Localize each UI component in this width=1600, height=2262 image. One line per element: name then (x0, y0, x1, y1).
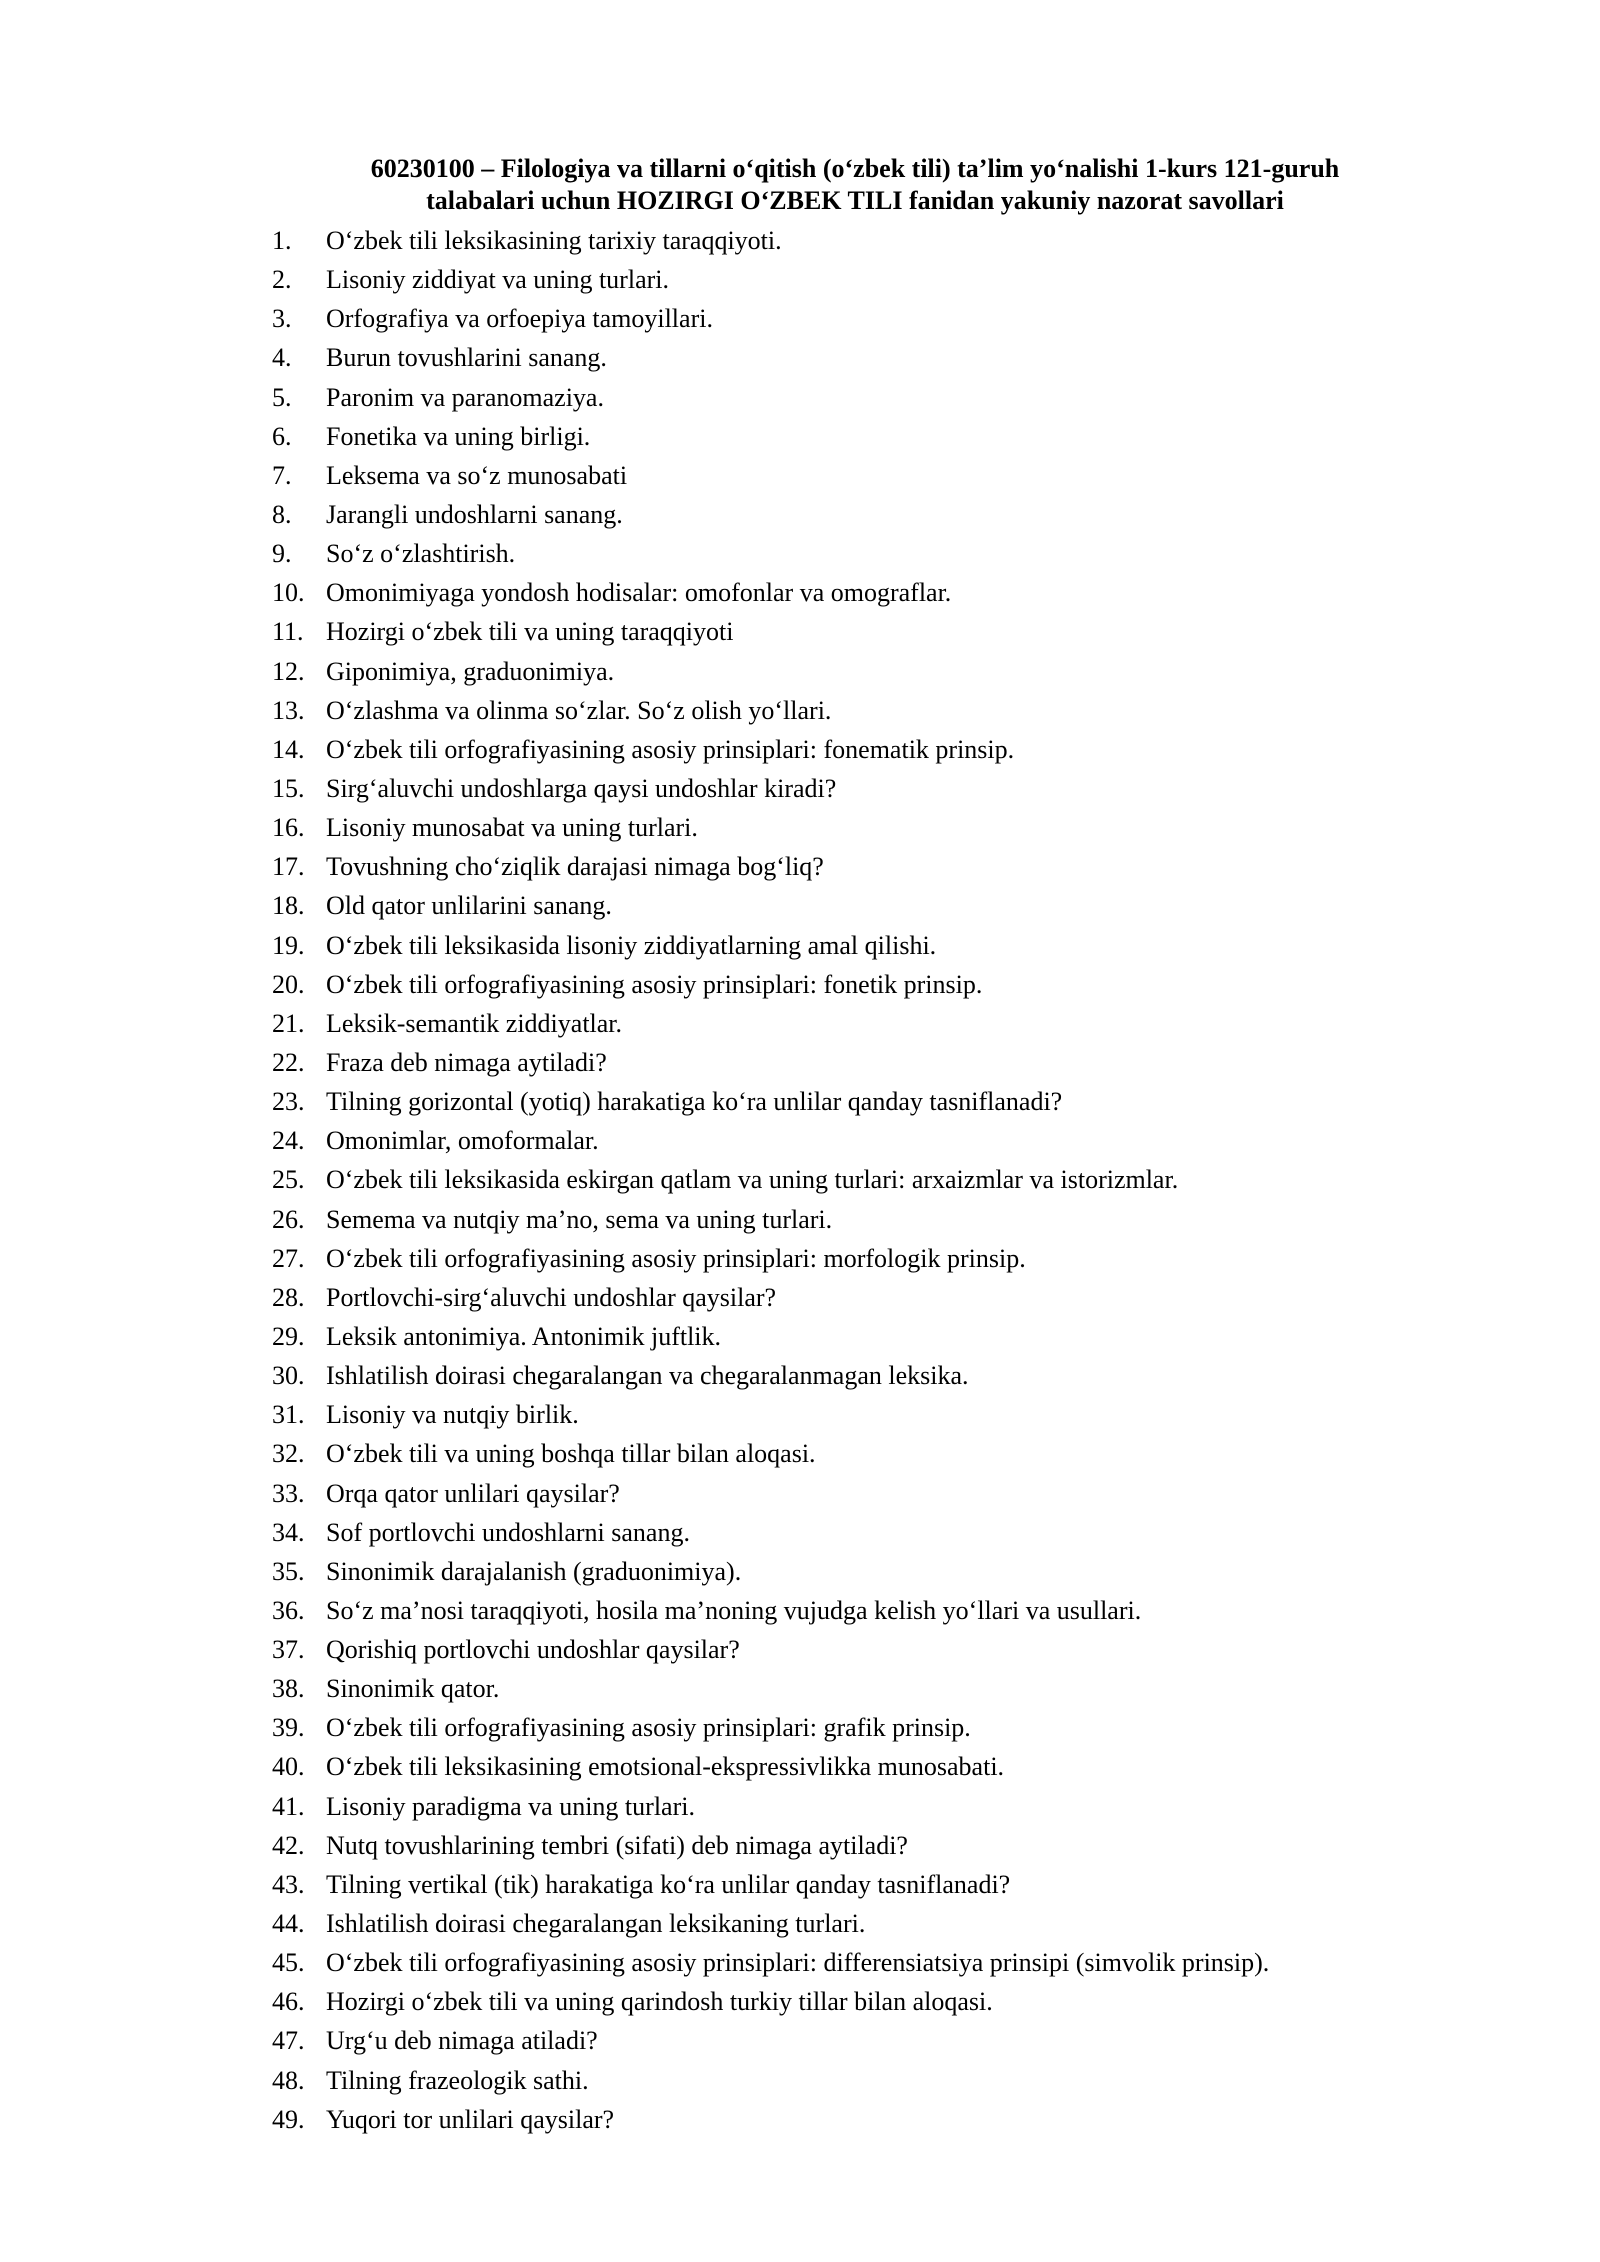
question-item (272, 338, 1512, 377)
question-number: 17. (272, 852, 305, 882)
question-item (272, 691, 1512, 730)
question-number: 11. (272, 617, 304, 647)
question-text: So‘z ma’nosi taraqqiyoti, hosila ma’noning vujudga kelish yo‘llari va usullari. (326, 1595, 1142, 1625)
question-number: 29. (272, 1321, 305, 1351)
question-text: Nutq tovushlarining tembri (sifati) deb nimaga aytiladi? (326, 1830, 908, 1860)
question-text: Hozirgi o‘zbek tili va uning taraqqiyoti (326, 617, 734, 647)
question-item (272, 1004, 1512, 1043)
question-text: Tilning gorizontal (yotiq) harakatiga ko‘ra unlilar qanday tasniflanadi? (326, 1087, 1063, 1117)
question-number: 18. (272, 891, 305, 921)
question-text: Urg‘u deb nimaga atiladi? (326, 2026, 598, 2056)
question-number: 44. (272, 1909, 305, 1939)
question-number: 47. (272, 2026, 305, 2056)
question-number: 25. (272, 1165, 305, 1195)
question-item (272, 1278, 1512, 1317)
question-text: Tilning vertikal (tik) harakatiga ko‘ra unlilar qanday tasniflanadi? (326, 1869, 1011, 1899)
question-item (272, 378, 1512, 417)
question-number: 38. (272, 1674, 305, 1704)
question-number: 39. (272, 1713, 305, 1743)
question-text: Sinonimik darajalanish (graduonimiya). (326, 1556, 742, 1586)
question-text: Sof portlovchi undoshlarni sanang. (326, 1517, 690, 1547)
question-text: Tovushning cho‘ziqlik darajasi nimaga bog‘liq? (326, 852, 824, 882)
question-item (272, 808, 1512, 847)
question-item (272, 1669, 1512, 1708)
question-text: Portlovchi-sirg‘aluvchi undoshlar qaysilar? (326, 1282, 777, 1312)
question-number: 33. (272, 1478, 305, 1508)
question-text: O‘zbek tili orfografiyasining asosiy prinsiplari: differensiatsiya prinsipi (simvolik prinsip). (326, 1948, 1270, 1978)
question-text: Paronim va paranomaziya. (326, 382, 604, 412)
question-text: Fraza deb nimaga aytiladi? (326, 1047, 607, 1077)
question-number: 35. (272, 1556, 305, 1586)
question-number: 42. (272, 1830, 305, 1860)
question-item (272, 965, 1512, 1004)
question-item (272, 2021, 1512, 2060)
question-number: 7. (272, 460, 292, 490)
question-text: Ishlatilish doirasi chegaralangan leksikaning turlari. (326, 1909, 866, 1939)
question-number: 19. (272, 930, 305, 960)
question-text: O‘zbek tili orfografiyasining asosiy prinsiplari: morfologik prinsip. (326, 1243, 1026, 1273)
question-number: 36. (272, 1595, 305, 1625)
question-text: O‘zbek tili orfografiyasining asosiy prinsiplari: grafik prinsip. (326, 1713, 971, 1743)
question-text: Omonimlar, omoformalar. (326, 1126, 599, 1156)
question-text: Hozirgi o‘zbek tili va uning qarindosh turkiy tillar bilan aloqasi. (326, 1987, 993, 2017)
question-item (272, 1826, 1512, 1865)
question-number: 34. (272, 1517, 305, 1547)
question-number: 9. (272, 539, 292, 569)
question-number: 16. (272, 813, 305, 843)
question-text: Burun tovushlarini sanang. (326, 343, 607, 373)
question-number: 46. (272, 1987, 305, 2017)
question-item (272, 1043, 1512, 1082)
question-number: 32. (272, 1439, 305, 1469)
question-item (272, 1747, 1512, 1786)
title-line-1: 60230100 – Filologiya va tillarni o‘qitish (o‘zbek tili) ta’lim yo‘nalishi 1-kurs 121-guruh (370, 154, 1340, 183)
question-text: Jarangli undoshlarni sanang. (326, 499, 623, 529)
question-text: So‘z o‘zlashtirish. (326, 539, 516, 569)
question-item (272, 1552, 1512, 1591)
question-number: 28. (272, 1282, 305, 1312)
question-number: 31. (272, 1400, 305, 1430)
question-text: O‘zbek tili orfografiyasining asosiy prinsiplari: fonematik prinsip. (326, 734, 1015, 764)
question-number: 20. (272, 969, 305, 999)
question-text: Semema va nutqiy ma’no, sema va uning turlari. (326, 1204, 833, 1234)
question-number: 40. (272, 1752, 305, 1782)
question-item (272, 1865, 1512, 1904)
question-item (272, 926, 1512, 965)
question-number: 13. (272, 695, 305, 725)
question-number: 21. (272, 1008, 305, 1038)
question-item (272, 573, 1512, 612)
question-text: O‘zbek tili leksikasining emotsional-ekspressivlikka munosabati. (326, 1752, 1005, 1782)
question-number: 37. (272, 1635, 305, 1665)
question-number: 43. (272, 1869, 305, 1899)
question-text: Lisoniy va nutqiy birlik. (326, 1400, 579, 1430)
question-item (272, 1982, 1512, 2021)
question-number: 10. (272, 578, 305, 608)
question-number: 22. (272, 1047, 305, 1077)
question-item (272, 260, 1512, 299)
question-text: Giponimiya, graduonimiya. (326, 656, 615, 686)
question-number: 45. (272, 1948, 305, 1978)
question-item (272, 1239, 1512, 1278)
question-number: 5. (272, 382, 292, 412)
question-item (272, 1395, 1512, 1434)
question-number: 12. (272, 656, 305, 686)
question-text: Lisoniy munosabat va uning turlari. (326, 813, 698, 843)
question-item (272, 769, 1512, 808)
question-number: 6. (272, 421, 292, 451)
question-text: Leksik antonimiya. Antonimik juftlik. (326, 1321, 722, 1351)
title-line-2: talabalari uchun HOZIRGI O‘ZBEK TILI fanidan yakuniy nazorat savollari (426, 186, 1284, 215)
question-item (272, 534, 1512, 573)
question-list (272, 221, 1512, 2139)
question-number: 49. (272, 2104, 305, 2134)
question-item (272, 1904, 1512, 1943)
question-number: 27. (272, 1243, 305, 1273)
document-title (255, 153, 1455, 217)
question-text: Yuqori tor unlilari qaysilar? (326, 2104, 615, 2134)
question-text: Omonimiyaga yondosh hodisalar: omofonlar va omograflar. (326, 578, 952, 608)
question-item (272, 1356, 1512, 1395)
question-item (272, 495, 1512, 534)
question-number: 1. (272, 226, 292, 255)
question-number: 14. (272, 734, 305, 764)
question-item (272, 1630, 1512, 1669)
question-number: 2. (272, 265, 292, 295)
question-item (272, 1082, 1512, 1121)
question-item (272, 1474, 1512, 1513)
question-number: 41. (272, 1791, 305, 1821)
question-text: Old qator unlilarini sanang. (326, 891, 612, 921)
question-item (272, 1434, 1512, 1473)
question-text: Orfografiya va orfoepiya tamoyillari. (326, 304, 713, 334)
question-item (272, 417, 1512, 456)
question-item (272, 886, 1512, 925)
question-number: 8. (272, 499, 292, 529)
question-number: 24. (272, 1126, 305, 1156)
question-number: 30. (272, 1361, 305, 1391)
question-text: O‘zbek tili orfografiyasining asosiy prinsiplari: fonetik prinsip. (326, 969, 983, 999)
question-text: Lisoniy ziddiyat va uning turlari. (326, 265, 669, 295)
question-text: O‘zlashma va olinma so‘zlar. So‘z olish yo‘llari. (326, 695, 832, 725)
question-item (272, 2061, 1512, 2100)
question-text: Leksema va so‘z munosabati (326, 460, 628, 490)
question-number: 4. (272, 343, 292, 373)
question-item (272, 1513, 1512, 1552)
question-item (272, 2100, 1512, 2139)
question-item (272, 221, 1512, 260)
question-item (272, 612, 1512, 651)
question-text: O‘zbek tili va uning boshqa tillar bilan aloqasi. (326, 1439, 816, 1469)
question-item (272, 847, 1512, 886)
question-number: 48. (272, 2065, 305, 2095)
question-item (272, 1708, 1512, 1747)
question-text: Leksik-semantik ziddiyatlar. (326, 1008, 623, 1038)
question-item (272, 1943, 1512, 1982)
question-item (272, 1160, 1512, 1199)
question-text: Sinonimik qator. (326, 1674, 500, 1704)
question-text: Fonetika va uning birligi. (326, 421, 591, 451)
question-number: 26. (272, 1204, 305, 1234)
question-item (272, 1121, 1512, 1160)
question-text: Tilning frazeologik sathi. (326, 2065, 589, 2095)
question-item (272, 652, 1512, 691)
question-item (272, 1317, 1512, 1356)
question-number: 23. (272, 1087, 305, 1117)
question-item (272, 299, 1512, 338)
question-item (272, 1787, 1512, 1826)
question-text: Qorishiq portlovchi undoshlar qaysilar? (326, 1635, 740, 1665)
question-text: O‘zbek tili leksikasida eskirgan qatlam va uning turlari: arxaizmlar va istorizmlar. (326, 1165, 1179, 1195)
question-item (272, 456, 1512, 495)
question-text: Sirg‘aluvchi undoshlarga qaysi undoshlar kiradi? (326, 773, 837, 803)
question-item (272, 730, 1512, 769)
question-text: Ishlatilish doirasi chegaralangan va chegaralanmagan leksika. (326, 1361, 969, 1391)
question-number: 15. (272, 773, 305, 803)
question-text: O‘zbek tili leksikasida lisoniy ziddiyatlarning amal qilishi. (326, 930, 937, 960)
question-number: 3. (272, 304, 292, 334)
question-text: O‘zbek tili leksikasining tarixiy taraqqiyoti. (326, 226, 782, 255)
question-text: Orqa qator unlilari qaysilar? (326, 1478, 620, 1508)
question-text: Lisoniy paradigma va uning turlari. (326, 1791, 695, 1821)
question-item (272, 1200, 1512, 1239)
question-item (272, 1591, 1512, 1630)
